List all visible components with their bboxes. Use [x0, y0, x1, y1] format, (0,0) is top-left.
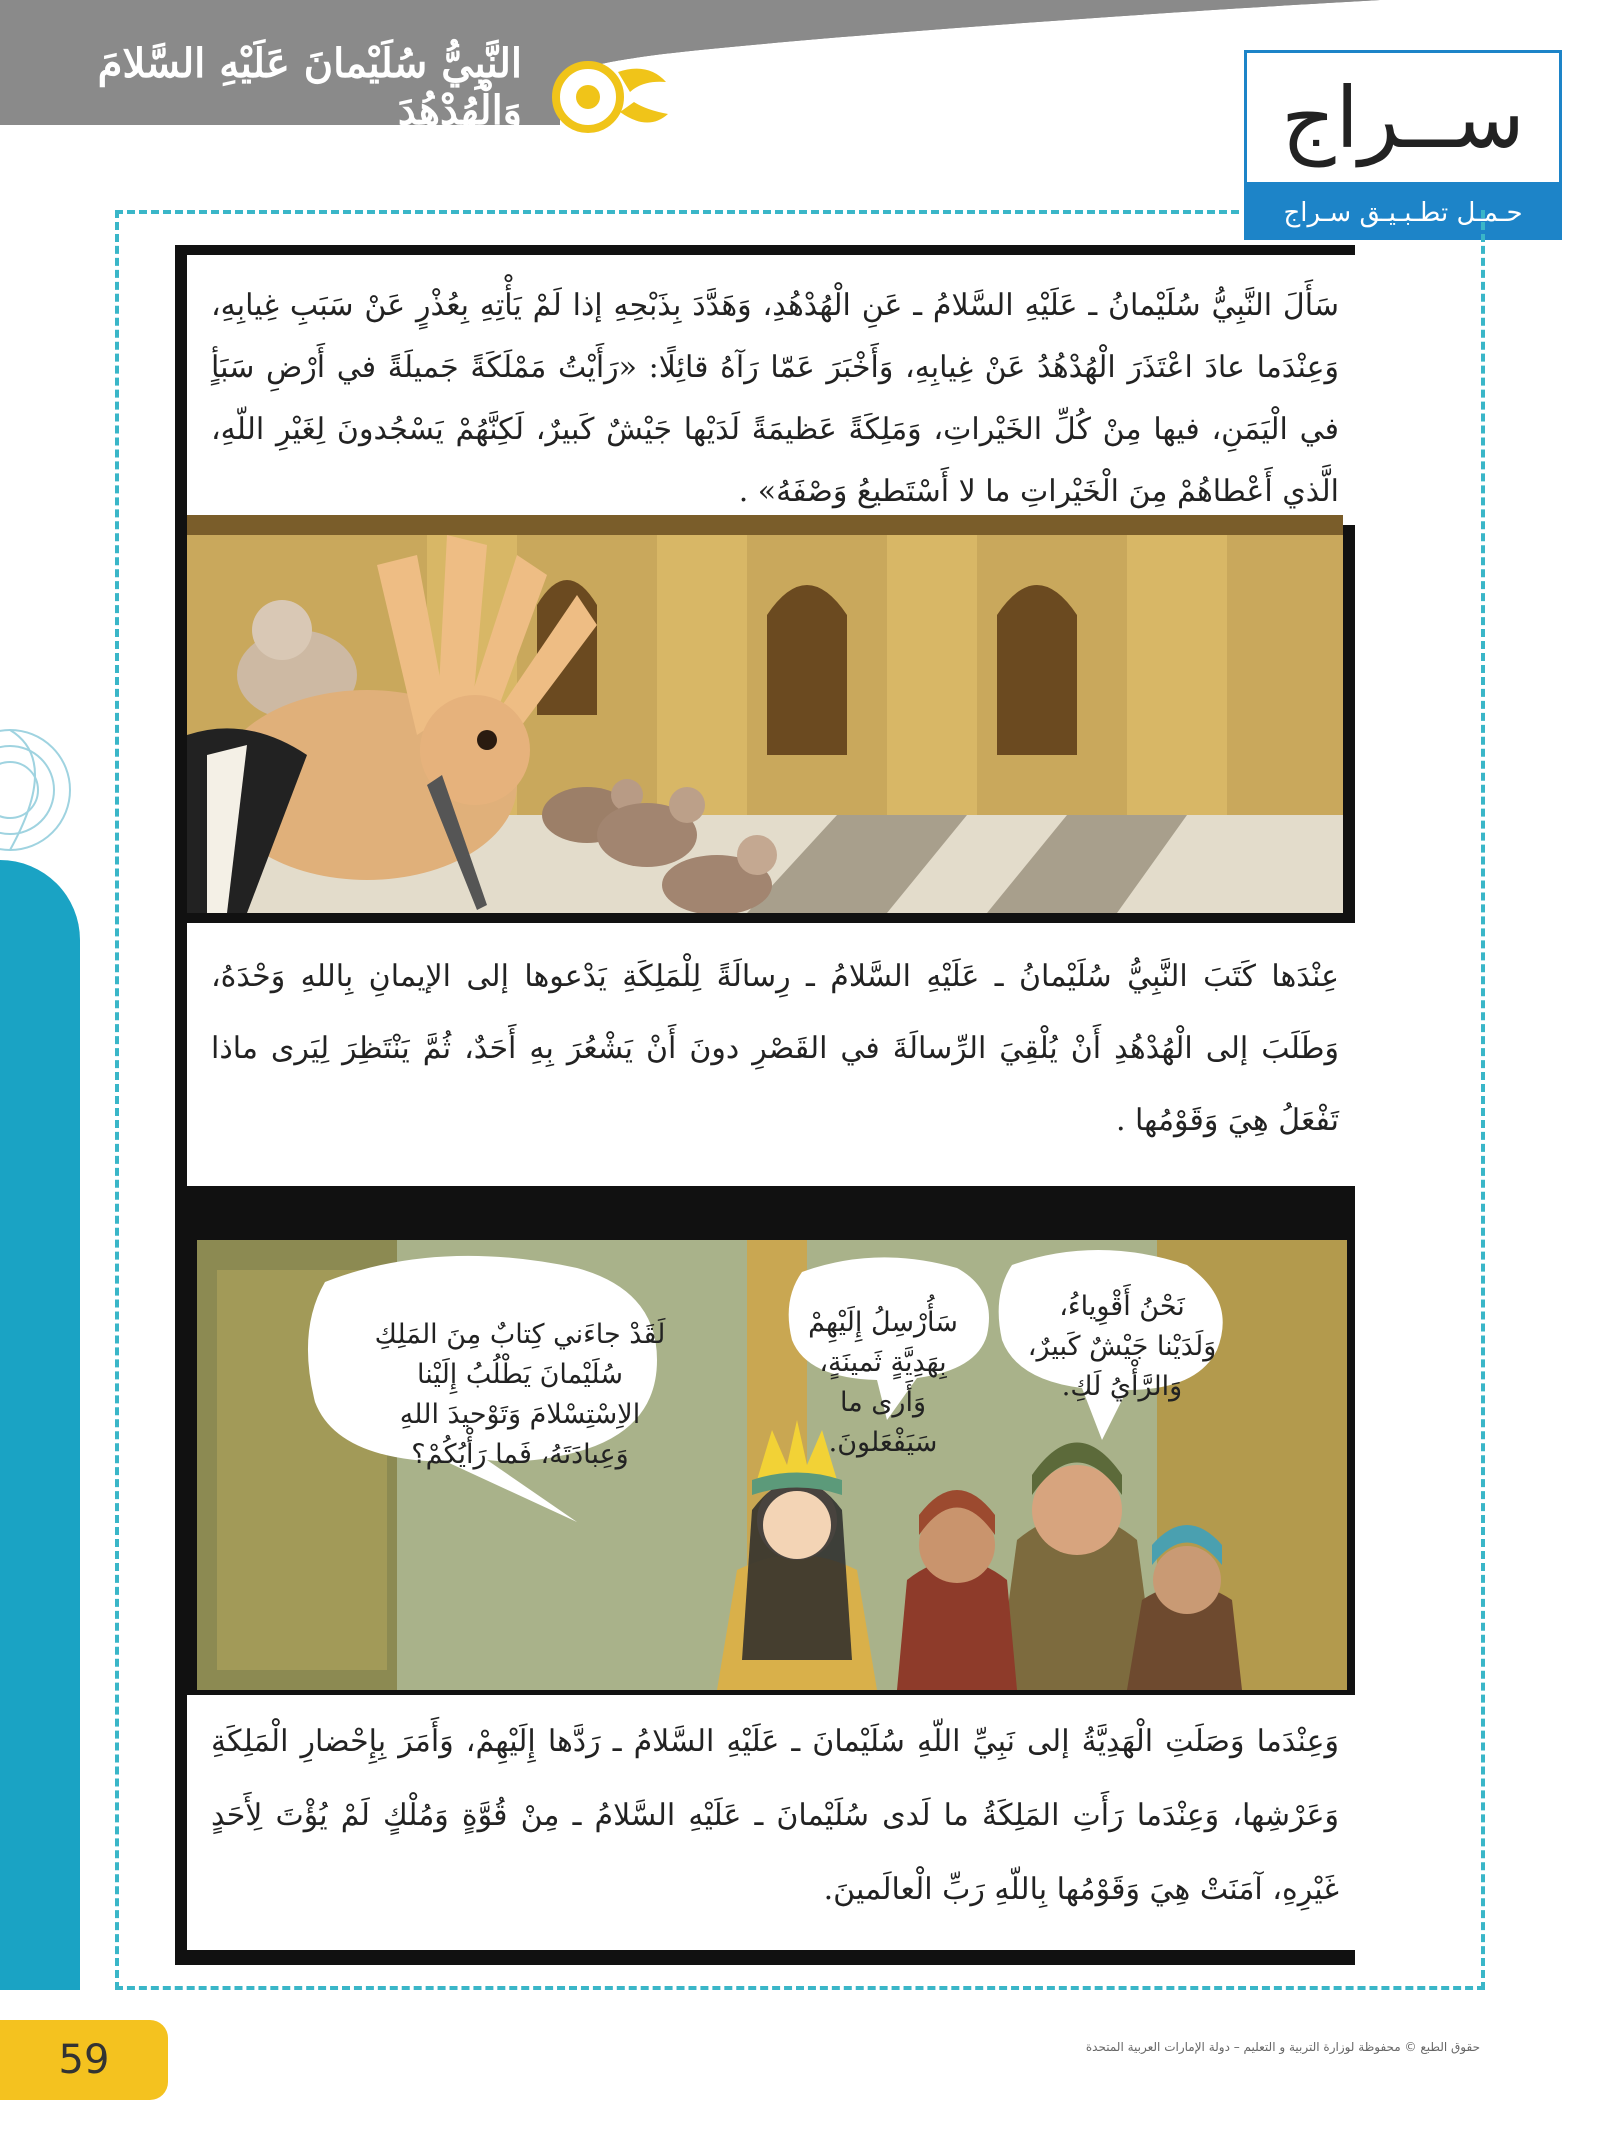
queen-speech-bubble: لَقَدْ جاءَني كِتابٌ مِنَ المَلِكِ سُلَيْمانَ يَطْلُبُ إِلَيْنا الاِسْتِسْلامَ وَتَوْحيدَ اللهِ وَعِبادَتَهُ، فَما رَأْيُكُمْ؟	[374, 1319, 666, 1470]
siraj-logo-name: ســراج	[1244, 50, 1562, 185]
comic-page	[175, 245, 1355, 1965]
page-number: 59	[0, 2020, 168, 2100]
panel-3-text: وَعِنْدَما وَصَلَتِ الْهَدِيَّةُ إلى نَبِيِّ اللّهِ سُلَيْمانَ ـ عَلَيْهِ السَّلامُ ـ رَدَّها إِلَيْهِمْ، وَأَمَرَ بِإِحْضارِ الْمَلِكَةِ وَعَرْشِها، وَعِنْدَما رَأَتِ المَلِكَةُ ما لَدى سُلَيْمانَ ـ عَلَيْهِ السَّلامُ ـ مِنْ قُوَّةٍ وَمُلْكٍ لَمْ يُؤْتَ لِأَحَدٍ غَيْرِهِ، آمَنَتْ هِيَ وَقَوْمُها بِاللّهِ رَبِّ الْعالَمينَ.	[187, 1695, 1363, 1950]
swirl-ornament-icon	[548, 52, 678, 142]
chapter-title: النَّبِيُّ سُلَيْمانَ عَلَيْهِ السَّلامَ وَالْهُدْهُدَ	[97, 40, 522, 134]
hoopoe-palace-illustration	[187, 515, 1343, 913]
middle-speech-bubble: سَأُرْسِلُ إِلَيْهِمْ بِهَدِيَّةٍ ثَمينَةٍ، وَأَرى ما سَيَفْعَلونَ.	[808, 1307, 958, 1458]
panel-1-text: سَأَلَ النَّبِيُّ سُلَيْمانُ ـ عَلَيْهِ السَّلامُ ـ عَنِ الْهُدْهُدِ، وَهَدَّدَ بِذَبْحِهِ إذا لَمْ يَأْتِهِ بِعُذْرٍ عَنْ سَبَبِ غِيابِهِ، وَعِنْدَما عادَ اعْتَذَرَ الْهُدْهُدُ عَنْ غِيابِهِ، وَأَخْبَرَ عَمّا رَآهُ قائِلًا: «رَأَيْتُ مَمْلَكَةً جَميلَةً في أَرْضِ سَبَأٍ في الْيَمَنِ، فيها مِنْ كُلِّ الخَيْراتِ، وَمَلِكَةً عَظيمَةً لَدَيْها جَيْشٌ كَبيرٌ، لَكِنَّهُمْ يَسْجُدونَ لِغَيْرِ اللّهِ، الَّذي أَعْطاهُمْ مِنَ الْخَيْراتِ ما لا أَسْتَطيعُ وَصْفَهُ» .	[187, 255, 1363, 525]
men-speech-bubble: نَحْنُ أَقْوِياءُ، وَلَدَيْنا جَيْشٌ كَبيرٌ، وَالرَّأْيُ لَكِ.	[1027, 1291, 1217, 1402]
side-ornament-icon	[0, 700, 80, 880]
copyright-note: حقوق الطبع © محفوظة لوزارة التربية و التعليم – دولة الإمارات العربية المتحدة	[1085, 2040, 1480, 2054]
panel-2-text: عِنْدَها كَتَبَ النَّبِيُّ سُلَيْمانُ ـ عَلَيْهِ السَّلامُ ـ رِسالَةً لِلْمَلِكَةِ يَدْعوها إلى الإيمانِ بِاللهِ وَحْدَهُ، وَطَلَبَ إلى الْهُدْهُدِ أَنْ يُلْقِيَ الرِّسالَةَ في القَصْرِ دونَ أَنْ يَشْعُرَ بِهِ أَحَدٌ، ثُمَّ يَنْتَظِرَ لِيَرى ماذا تَفْعَلُ هِيَ وَقَوْمُها .	[187, 923, 1363, 1186]
download-siraj-app-link[interactable]: حـمـل تطـبـيـق سـراج	[1244, 185, 1562, 240]
side-teal-band	[0, 860, 80, 1990]
